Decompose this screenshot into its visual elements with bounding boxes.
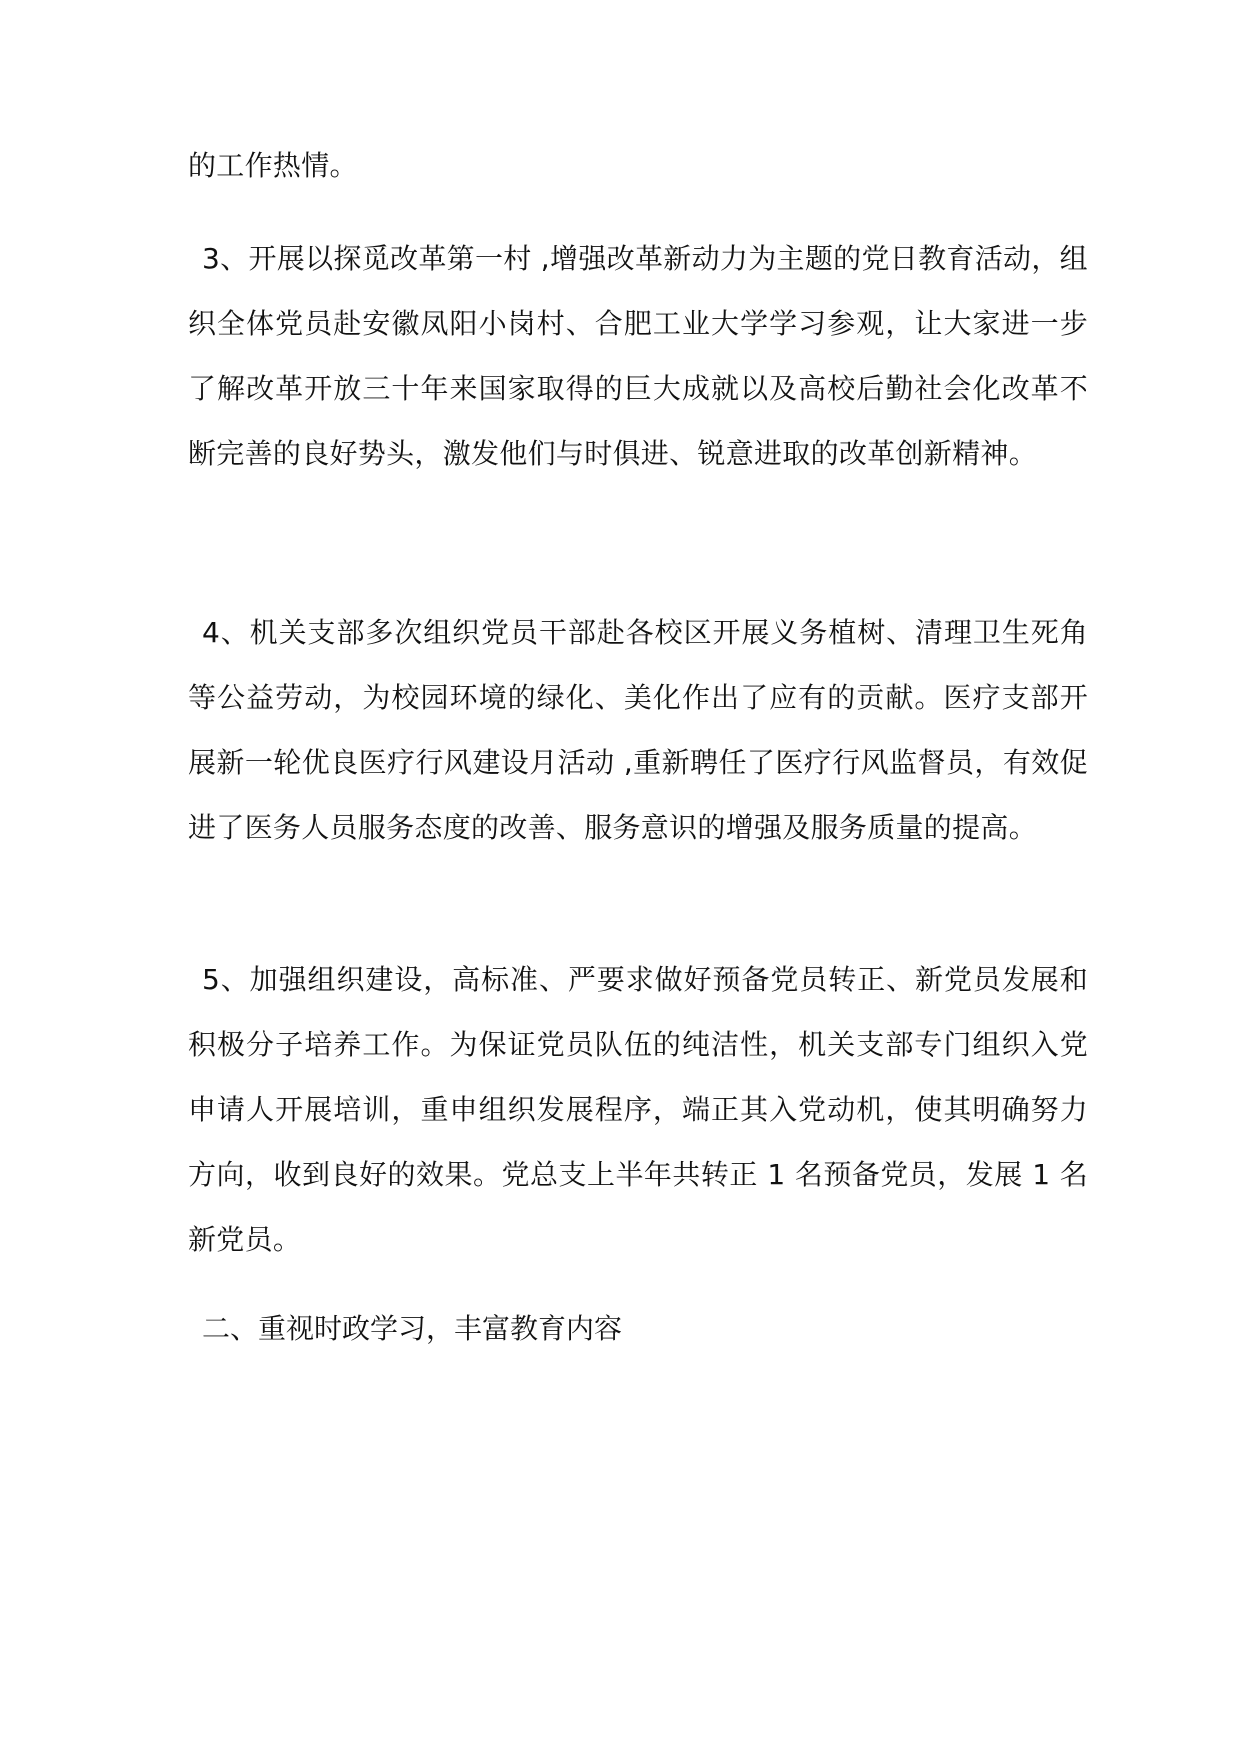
paragraph-item-5: 5、加强组织建设，高标准、严要求做好预备党员转正、新党员发展和积极分子培养工作。为保证党员队伍的纯洁性，机关支部专门组织入党申请人开展培训，重申组织发展程序，端正其入党动机，使其明确努力方向，收到良好的效果。党总支上半年共转正 1 名预备党员，发展 1 名新党员。 <box>188 963 1088 1256</box>
section-heading: 二、重视时政学习，丰富教育内容 <box>202 1312 623 1345</box>
paragraph-item-3: 3、开展以探觅改革第一村 ,增强改革新动力为主题的党日教育活动，组织全体党员赴安徽凤阳小岗村、合肥工业大学学习参观，让大家进一步了解改革开放三十年来国家取得的巨大成就以及高校后勤社会化改革不断完善的良好势头，激发他们与时俱进、锐意进取的改革创新精神。 <box>188 242 1088 470</box>
paragraph-item-4: 4、机关支部多次组织党员干部赴各校区开展义务植树、清理卫生死角等公益劳动，为校园环境的绿化、美化作出了应有的贡献。医疗支部开展新一轮优良医疗行风建设月活动 ,重新聘任了医疗行风监督员，有效促进了医务人员服务态度的改善、服务意识的增强及服务质量的提高。 <box>188 616 1088 844</box>
paragraph-continuation: 的工作热情。 <box>188 149 358 182</box>
